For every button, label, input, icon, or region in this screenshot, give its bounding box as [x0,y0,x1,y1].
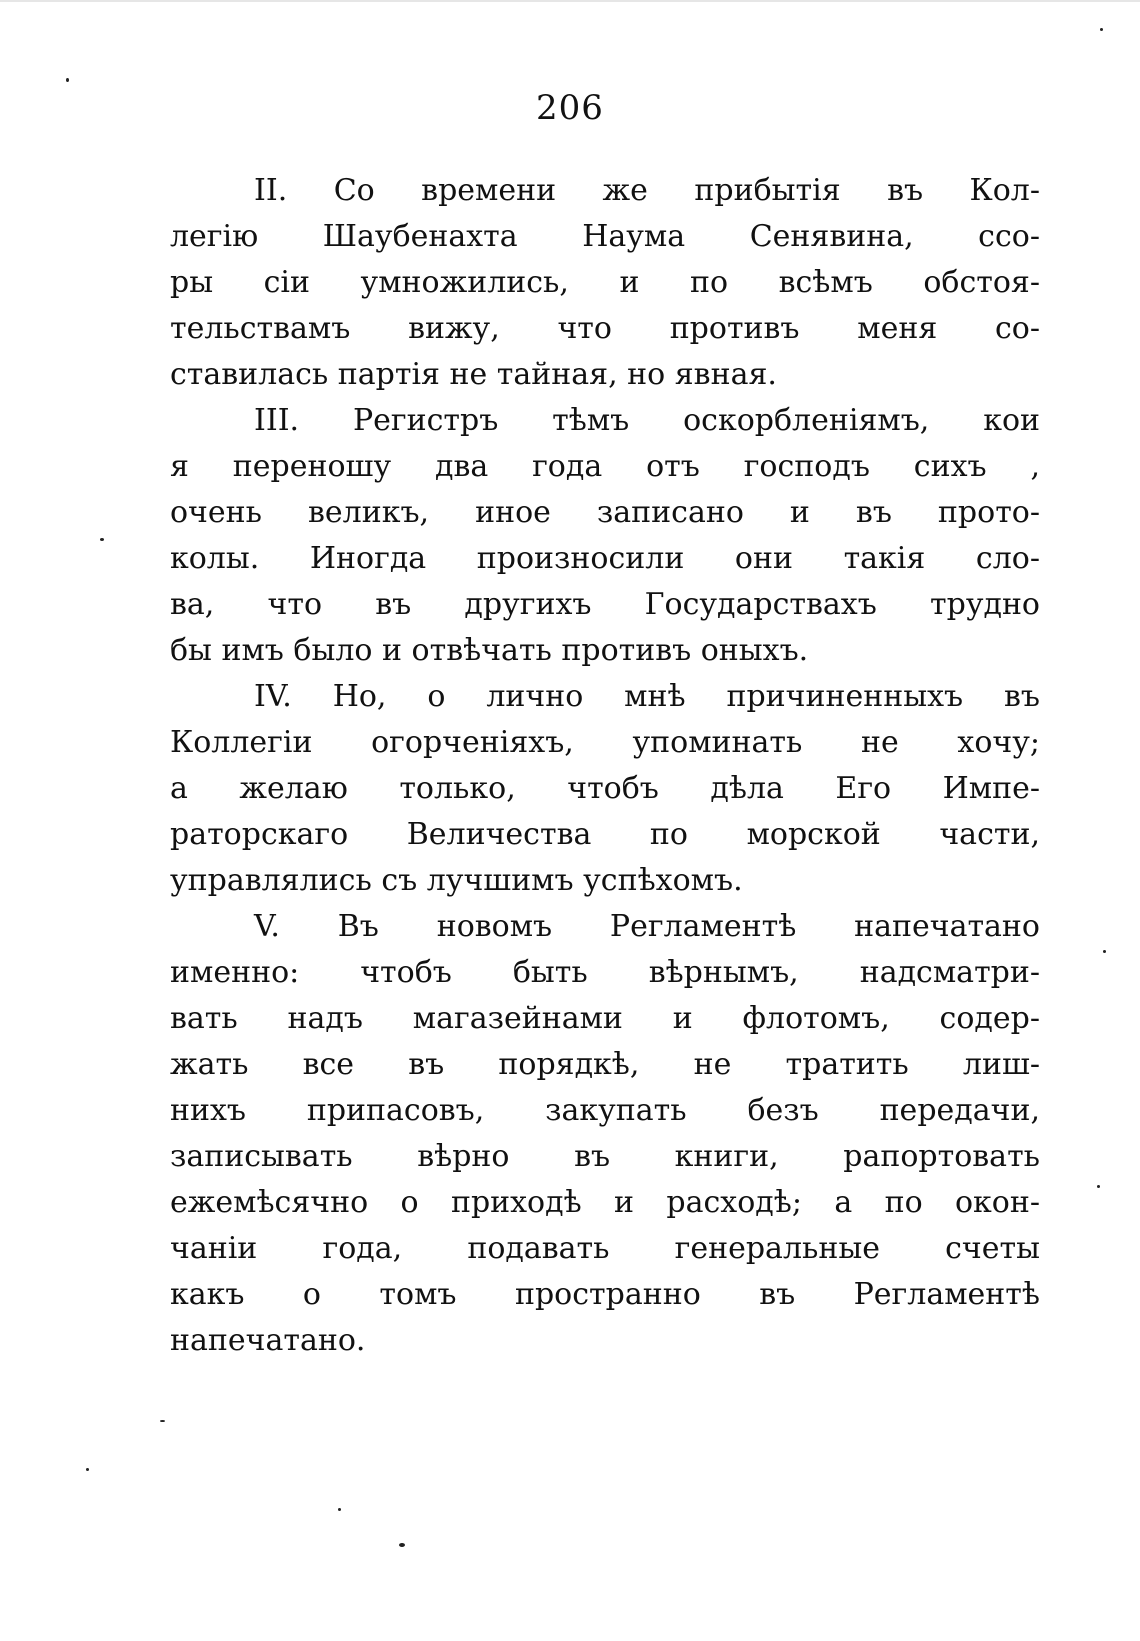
text-line: колы. Иногда произносили они такія сло- [170,541,1040,576]
top-edge-shadow [0,0,1140,2]
text-line: какъ о томъ пространно въ Регламентѣ [170,1277,1040,1312]
text-line: ва, что въ другихъ Государствахъ трудно [170,587,1040,622]
text-line: я переношу два года отъ господъ сихъ , [170,449,1040,484]
scan-speck [66,78,69,82]
text-line: IV. Но, о лично мнѣ причиненныхъ въ [254,679,1040,714]
page-number: 206 [536,88,604,128]
text-line: II. Со времени же прибытія въ Кол- [254,173,1040,208]
text-line: жать все въ порядкѣ, не тратить лиш- [170,1047,1040,1082]
text-line: легію Шаубенахта Наума Сенявина, ссо- [170,219,1040,254]
text-line: напечатано. [170,1323,366,1358]
text-line: нихъ припасовъ, закупать безъ передачи, [170,1093,1040,1128]
scan-speck [1103,950,1106,953]
text-line: ставилась партія не тайная, но явная. [170,357,777,392]
text-line: именно: чтобъ быть вѣрнымъ, надсматри- [170,955,1040,990]
scan-speck [1100,28,1103,31]
text-line: а желаю только, чтобъ дѣла Его Импе- [170,771,1040,806]
scan-speck [1097,1185,1100,1188]
scan-speck [338,1508,341,1511]
text-line: вать надъ магазейнами и флотомъ, содер- [170,1001,1040,1036]
text-line: ры сіи умножились, и по всѣмъ обстоя- [170,265,1040,300]
scan-speck [399,1543,405,1547]
text-line: раторскаго Величества по морской части, [170,817,1040,852]
text-line: ежемѣсячно о приходѣ и расходѣ; а по окон- [170,1185,1040,1220]
text-line: управлялись съ лучшимъ успѣхомъ. [170,863,743,898]
text-line: V. Въ новомъ Регламентѣ напечатано [254,909,1040,944]
page-body-text [170,168,1040,1364]
text-line: записывать вѣрно въ книги, рапортовать [170,1139,1040,1174]
scan-speck [100,538,104,541]
text-line: Коллегіи огорченіяхъ, упоминать не хочу; [170,725,1040,760]
text-line: бы имъ было и отвѣчать противъ оныхъ. [170,633,809,668]
text-line: чаніи года, подавать генеральные счеты [170,1231,1040,1266]
text-line: очень великъ, иное записано и въ прото- [170,495,1040,530]
scan-speck [86,1468,89,1471]
scan-speck [160,1420,165,1422]
text-line: тельствамъ вижу, что противъ меня со- [170,311,1040,346]
text-line: III. Регистръ тѣмъ оскорбленіямъ, кои [254,403,1040,438]
